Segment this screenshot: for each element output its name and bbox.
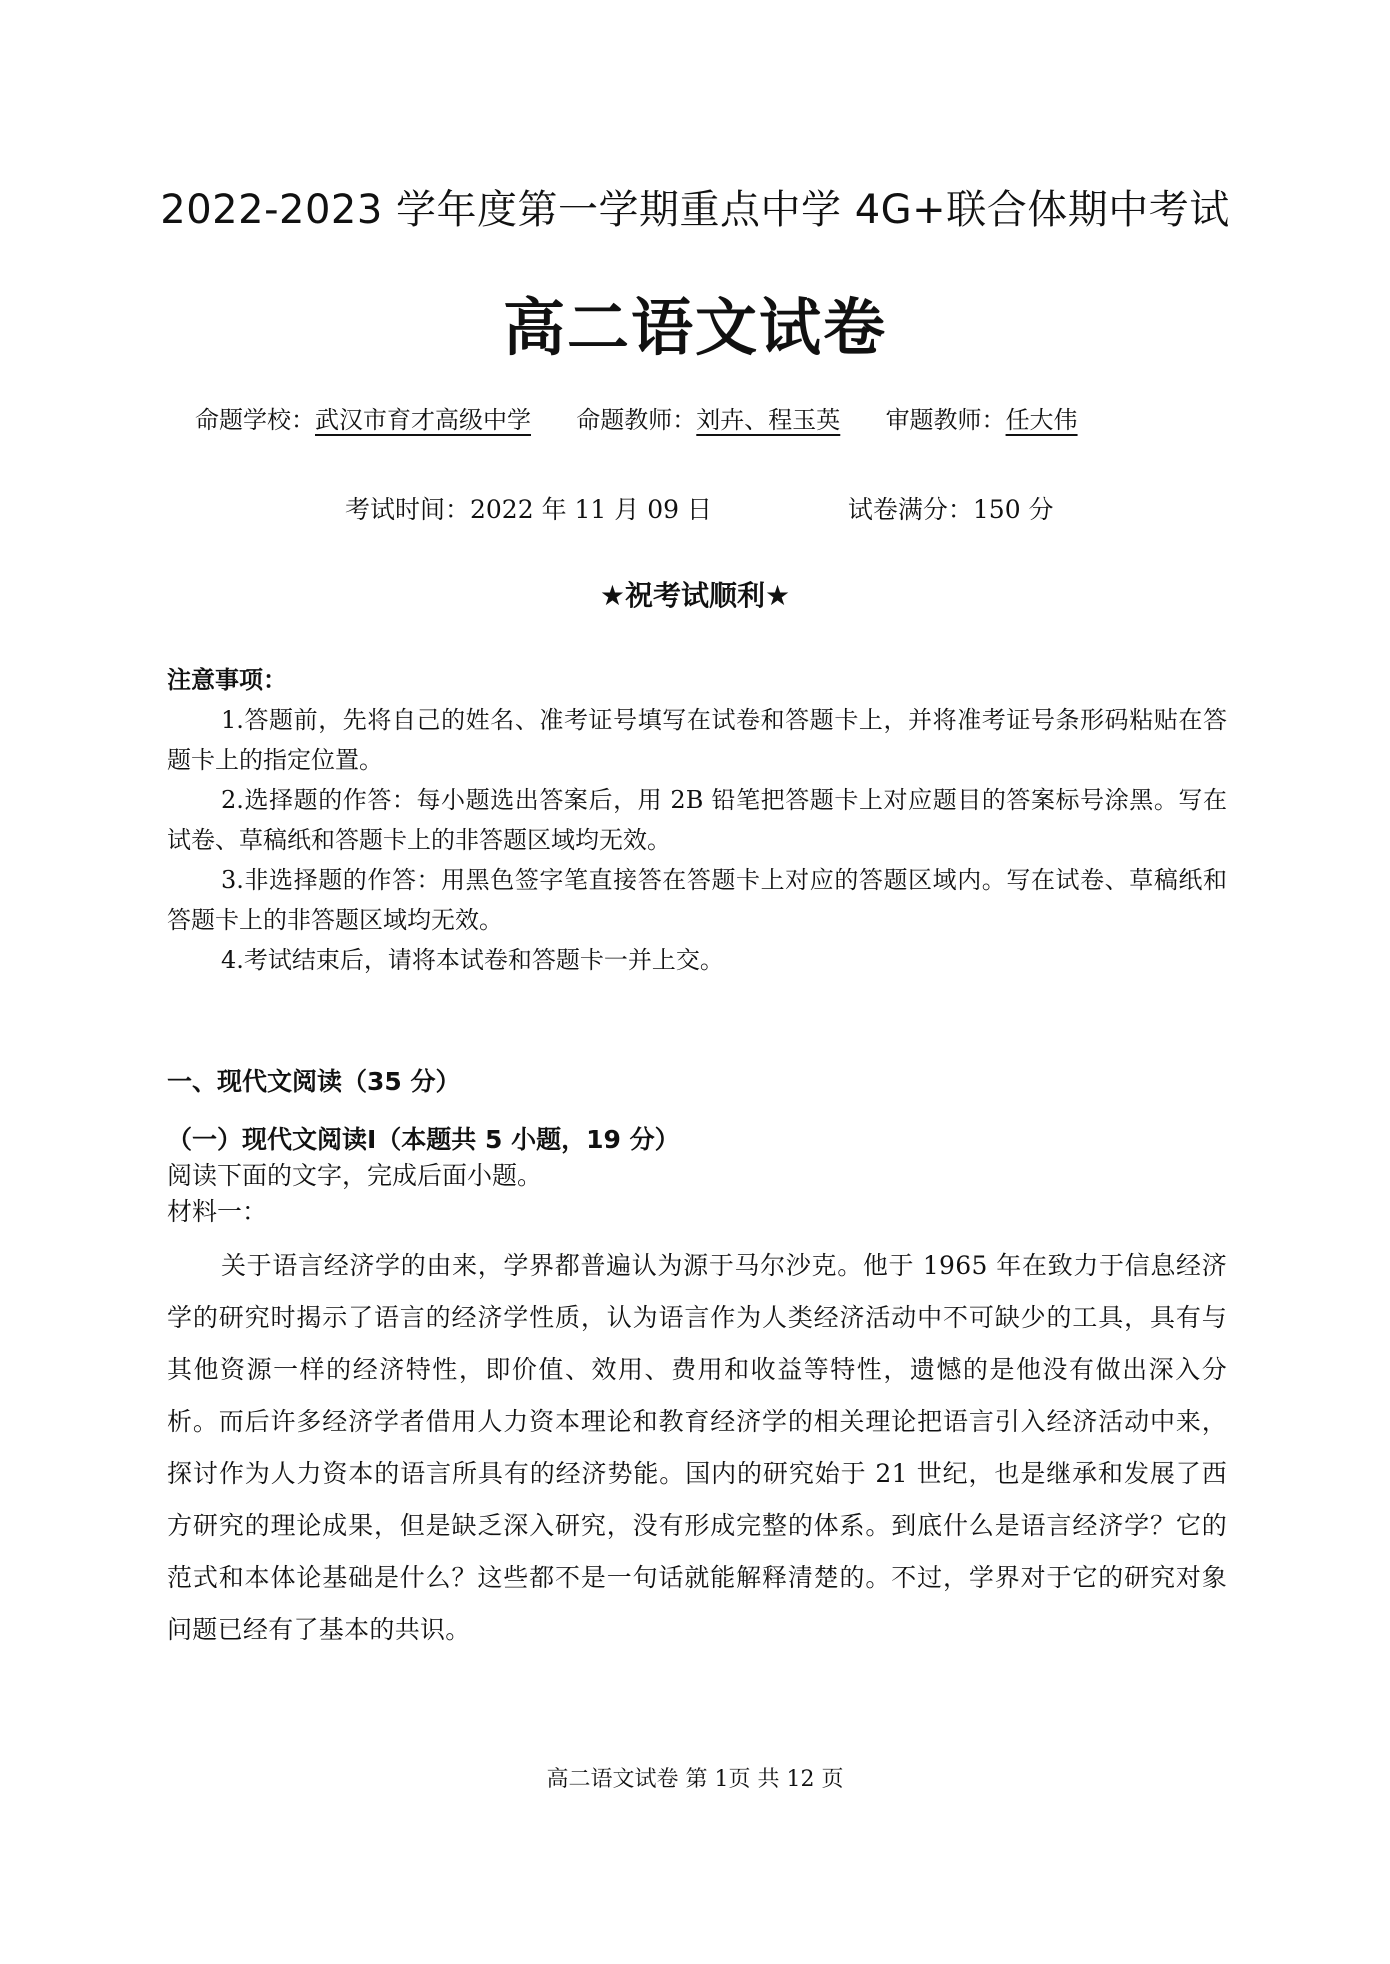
school-value: 武汉市育才高级中学: [315, 406, 531, 434]
teacher-value: 刘卉、程玉英: [696, 406, 841, 434]
exam-title: 2022-2023 学年度第一学期重点中学 4G+联合体期中考试: [160, 187, 1230, 233]
authorship-row: [195, 400, 1078, 435]
section-subtitle: （一）现代文阅读Ⅰ（本题共 5 小题，19 分）: [167, 1125, 680, 1154]
reviewer-value: 任大伟: [1005, 406, 1078, 434]
note-item: 3.非选择题的作答：用黑色签字笔直接答在答题卡上对应的答题区域内。写在试卷、草稿纸和答题卡上的非答题区域均无效。: [167, 866, 1227, 934]
material-label: 材料一：: [167, 1197, 268, 1226]
full-score: 试卷满分：150 分: [847, 495, 1054, 524]
subject-title: 高二语文试卷: [502, 291, 887, 364]
teacher-label: 命题教师：: [576, 406, 697, 434]
good-luck-banner: ★祝考试顺利★: [599, 579, 791, 612]
reviewer-label: 审题教师：: [885, 406, 1006, 434]
page-footer: 高二语文试卷 第 1页 共 12 页: [546, 1767, 844, 1792]
school-label: 命题学校：: [195, 406, 315, 434]
reading-instruction: 阅读下面的文字，完成后面小题。: [167, 1161, 543, 1190]
section-title: 一、现代文阅读（35 分）: [167, 1067, 461, 1096]
note-item: 4.考试结束后，请将本试卷和答题卡一并上交。: [221, 946, 724, 974]
exam-time: 考试时间：2022 年 11 月 09 日: [345, 495, 712, 524]
reading-passage: 关于语言经济学的由来，学界都普遍认为源于马尔沙克。他于 1965 年在致力于信息经济学的研究时揭示了语言的经济学性质，认为语言作为人类经济活动中不可缺少的工具，具有与其他资源一样的经济特性，即价值、效用、费用和收益等特性，遗憾的是他没有做出深入分析。而后许多经济学者借用人力资本理论和教育经济学的相关理论把语言引入经济活动中来，探讨作为人力资本的语言所具有的经济势能。国内的研究始于 21 世纪，也是继承和发展了西方研究的理论成果，但是缺乏深入研究，没有形成完整的体系。到底什么是语言经济学？它的范式和本体论基础是什么？这些都不是一句话就能解释清楚的。不过，学界对于它的研究对象问题已经有了基本的共识。: [167, 1251, 1227, 1644]
notes-block: [167, 660, 1227, 980]
notes-heading: 注意事项：: [167, 666, 287, 694]
note-item: 1.答题前，先将自己的姓名、准考证号填写在试卷和答题卡上，并将准考证号条形码粘贴在答题卡上的指定位置。: [167, 706, 1227, 774]
exam-info-row: [345, 490, 1054, 526]
note-item: 2.选择题的作答：每小题选出答案后，用 2B 铅笔把答题卡上对应题目的答案标号涂黑。写在试卷、草稿纸和答题卡上的非答题区域均无效。: [167, 786, 1227, 854]
